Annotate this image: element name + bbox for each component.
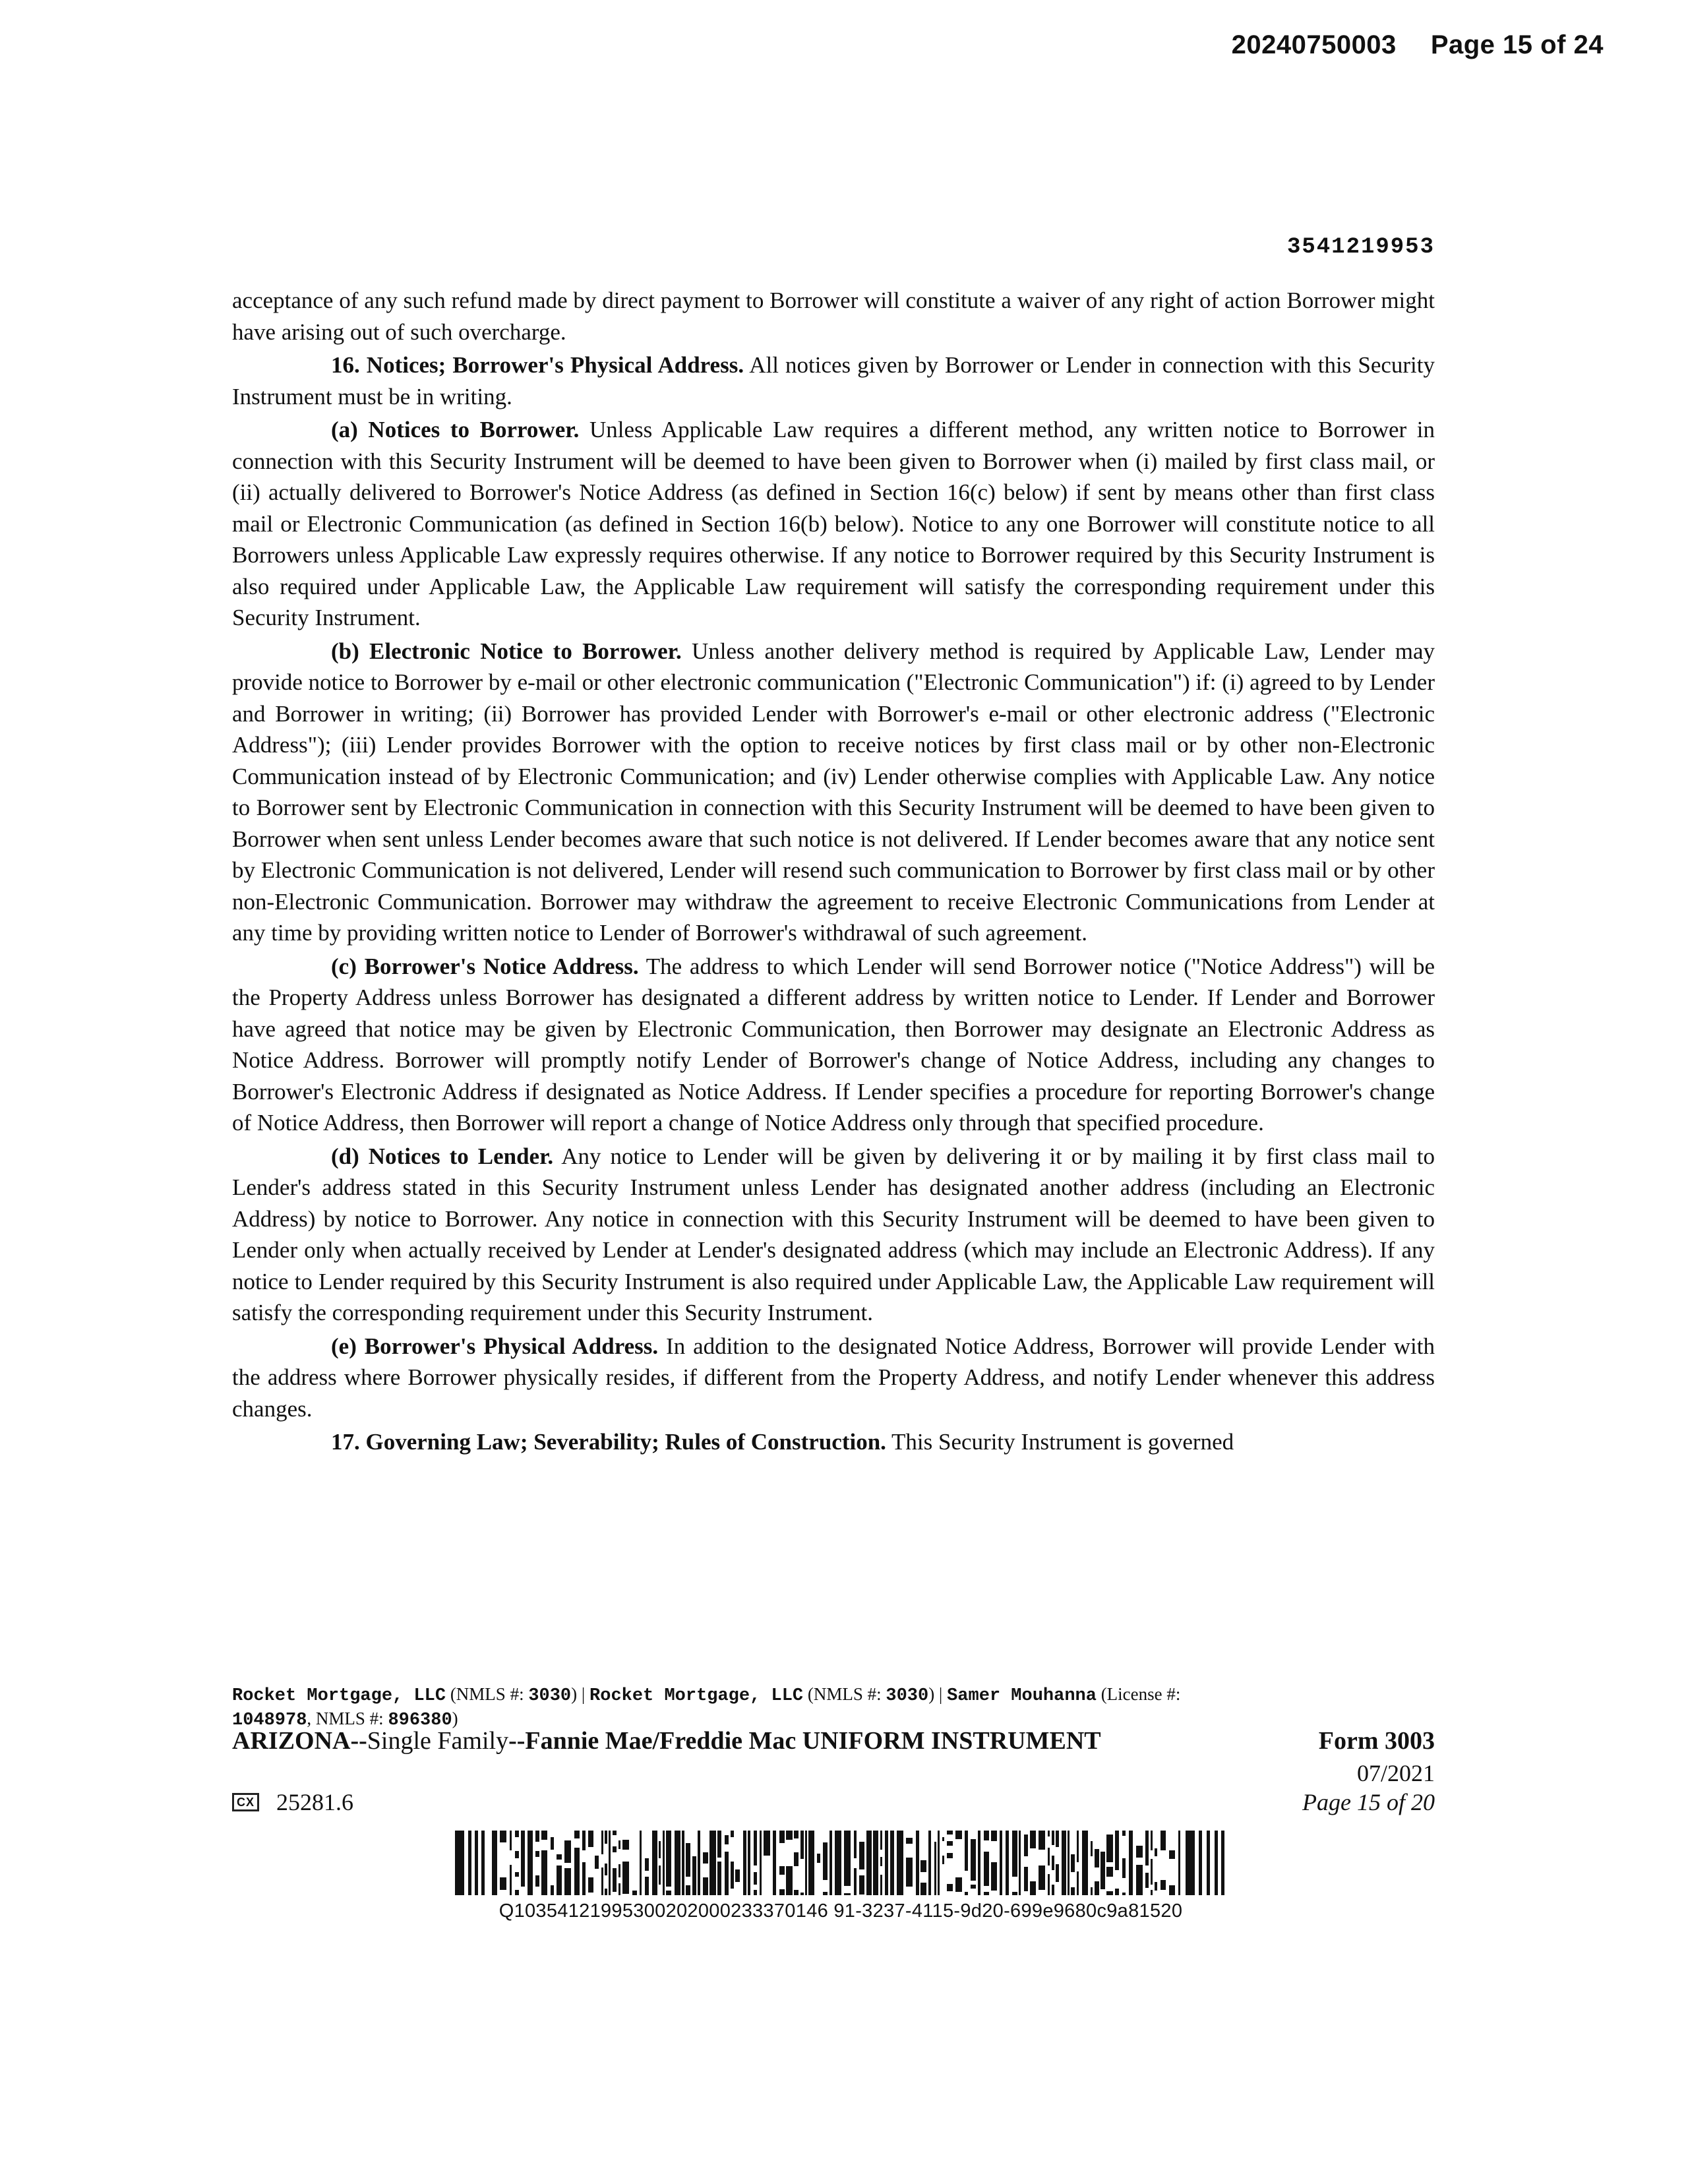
instrument-type: --Fannie Mae/Freddie Mac UNIFORM INSTRUMENT (508, 1727, 1101, 1755)
section-16-heading: 16. Notices; Borrower's Physical Address. (331, 352, 744, 378)
barcode-icon (455, 1831, 1226, 1895)
lender-info (232, 1683, 1435, 1732)
lender-nmls-label-2: (NMLS #: (803, 1684, 886, 1704)
subsection-a-heading: (a) Notices to Borrower. (331, 417, 580, 442)
subsection-c (232, 951, 1435, 1139)
family-type: Single Family (367, 1727, 509, 1755)
instrument-title (232, 1726, 1435, 1755)
subsection-b-heading: (b) Electronic Notice to Borrower. (331, 638, 682, 664)
section-17-heading: 17. Governing Law; Severability; Rules of Construction. (331, 1429, 886, 1455)
subsection-d (232, 1141, 1435, 1329)
subsection-b (232, 636, 1435, 949)
lender-name: Rocket Mortgage, LLC (232, 1686, 446, 1706)
lender-nmls-number: 3030 (528, 1686, 572, 1706)
subsection-e (232, 1331, 1435, 1425)
document-body (232, 285, 1435, 1460)
recording-page-label: Page 15 of 24 (1430, 30, 1604, 59)
barcode-text: Q10354121995300202000233370146 91-3237-4115-9d20-699e9680c9a81520 (498, 1900, 1183, 1922)
recording-header (1232, 30, 1604, 60)
license-number: 1048978 (232, 1711, 307, 1730)
subsection-e-heading: (e) Borrower's Physical Address. (331, 1333, 659, 1359)
originator-nmls-number: 896380 (388, 1711, 452, 1730)
section-16-text: All notices given by Borrower or Lender in connection with this Security Instrument must be in writing. (232, 352, 1435, 410)
form-date: 07/2021 (1356, 1760, 1435, 1786)
recording-number: 20240750003 (1231, 30, 1397, 59)
license-label: (License #: (1096, 1684, 1181, 1704)
subsection-d-text: Any notice to Lender will be given by delivering it or by mailing it by first class mail to Lender's address stated in this Security Instrument unless Lender has designated another address (including an Electronic Address) by notice to Borrower. Any notice in connection with this Security Instrument will be deemed to have been given to Lender only when actually received by Lender at Lender's designated address (which may include an Electronic Address). If any notice to Lender required by this Security Instrument is also required under Applicable Law, the Applicable Law requirement will satisfy the corresponding requirement under this Security Instrument. (232, 1143, 1435, 1325)
separator: ) | (571, 1684, 590, 1704)
section-17 (232, 1426, 1435, 1458)
originator-nmls-label: , NMLS #: (307, 1709, 388, 1728)
form-number: Form 3003 (1318, 1727, 1435, 1755)
lender-nmls-number-2: 3030 (886, 1686, 929, 1706)
section-16 (232, 349, 1435, 412)
state-name: ARIZONA-- (232, 1727, 367, 1755)
form-page: Page 15 of 20 (1302, 1789, 1435, 1815)
loan-number: 3541219953 (1286, 235, 1435, 260)
section-17-text: This Security Instrument is governed (886, 1429, 1234, 1455)
subsection-a-text: Unless Applicable Law requires a different method, any written notice to Borrower in connection with this Security Instrument will be deemed to have been given to Borrower when (i) mailed by first class mail, or (ii) actually delivered to Borrower's Notice Address (as defined in Section 16(c) below) if sent by means other than first class mail or Electronic Communication (as defined in Section 16(b) below). Notice to any one Borrower will constitute notice to all Borrowers unless Applicable Law expressly requires otherwise. If any notice to Borrower required by this Security Instrument is also required under Applicable Law, the Applicable Law requirement will satisfy the corresponding requirement under this Security Instrument. (232, 417, 1435, 630)
subsection-e-text: In addition to the designated Notice Address, Borrower will provide Lender with the address where Borrower physically resides, if different from the Property Address, and notify Lender whenever this address changes. (232, 1333, 1435, 1422)
lender-name-2: Rocket Mortgage, LLC (589, 1686, 804, 1706)
subsection-b-text: Unless another delivery method is required by Applicable Law, Lender may provide notice to Borrower by e-mail or other electronic communication ("Electronic Communication") if: (i) agreed to by Lender and Borrower in writing; (ii) Borrower has provided Lender with Borrower's e-mail or other electronic address ("Electronic Address"); (iii) Lender provides Borrower with the option to receive notices by first class mail or by other non-Electronic Communication instead of by Electronic Communication; and (iv) Lender otherwise complies with Applicable Law. Any notice to Borrower sent by Electronic Communication in connection with this Security Instrument will be deemed to have been given to Borrower when sent unless Lender becomes aware that such notice is not delivered. If Lender becomes aware that any notice sent by Electronic Communication is not delivered, Lender will resend such communication to Borrower by first class mail or by other non-Electronic Communication. Borrower may withdraw the agreement to receive Electronic Communications from Lender at any time by providing written notice to Lender of Borrower's withdrawal of such agreement. (232, 638, 1435, 946)
doc-code-row (232, 1788, 353, 1816)
doc-code: 25281.6 (276, 1789, 354, 1815)
originator-name: Samer Mouhanna (947, 1686, 1097, 1706)
subsection-a (232, 414, 1435, 634)
cx-logo-icon: CX (232, 1793, 259, 1811)
lender-nmls-label: (NMLS #: (446, 1684, 529, 1704)
subsection-c-heading: (c) Borrower's Notice Address. (331, 953, 639, 979)
separator-2: ) | (928, 1684, 948, 1704)
paragraph-continuation: acceptance of any such refund made by direct payment to Borrower will constitute a waiver of any right of action Borrower might have arising out of such overcharge. (232, 288, 1435, 345)
subsection-d-heading: (d) Notices to Lender. (331, 1143, 554, 1169)
subsection-c-text: The address to which Lender will send Borrower notice ("Notice Address") will be the Property Address unless Borrower has designated a different address by written notice to Lender. If Lender and Borrower have agreed that notice may be given by Electronic Communication, then Borrower may designate an Electronic Address as Notice Address. Borrower will promptly notify Lender of Borrower's change of Notice Address, including any changes to Borrower's Electronic Address if designated as Notice Address. If Lender specifies a procedure for reporting Borrower's change of Notice Address, then Borrower will report a change of Notice Address only through that specified procedure. (232, 953, 1435, 1136)
close-paren: ) (452, 1709, 458, 1728)
